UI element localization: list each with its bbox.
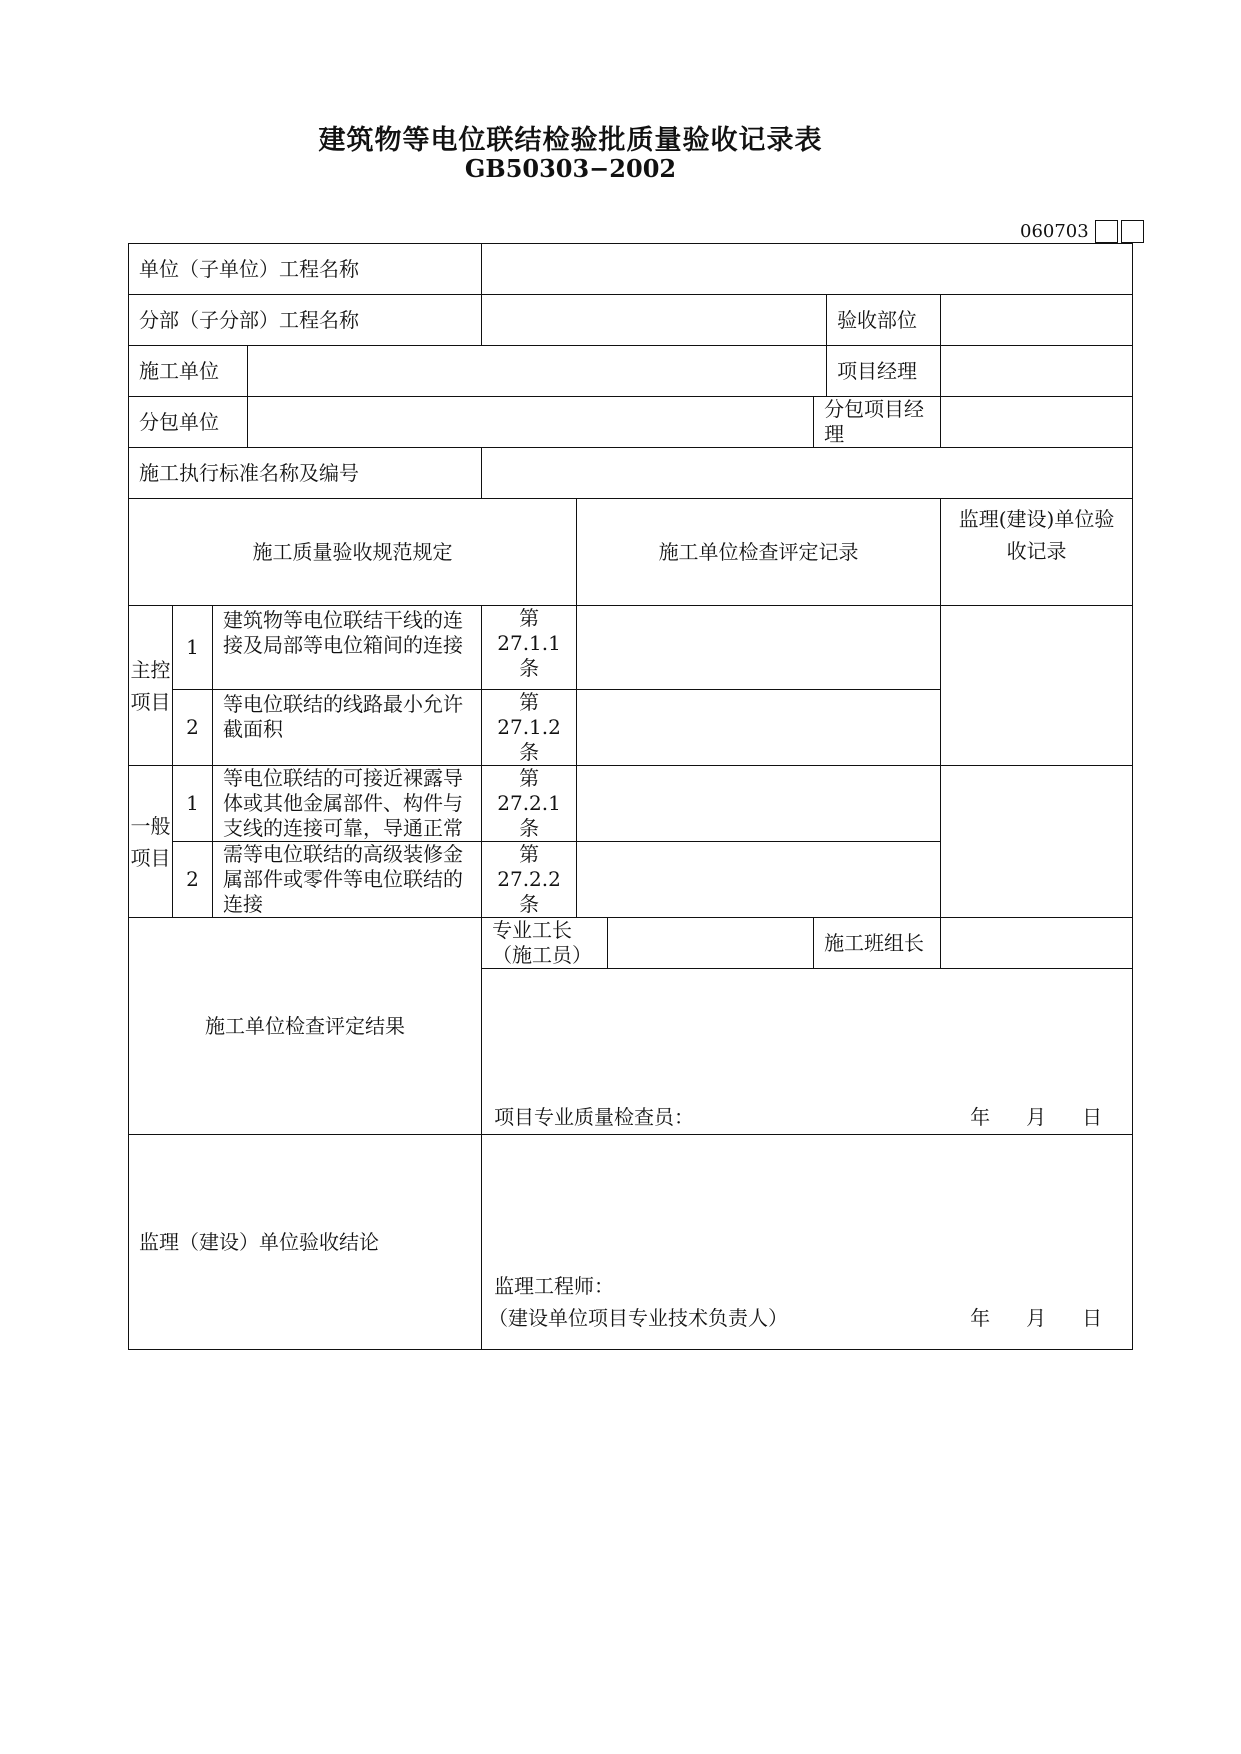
main-item-2-desc: 等电位联结的线路最小允许截面积 (213, 690, 482, 766)
field-acceptance-part[interactable] (941, 295, 1133, 346)
header-spec: 施工质量验收规范规定 (129, 499, 577, 606)
main-item-1-no: 1 (173, 606, 213, 690)
label-standard-name: 施工执行标准名称及编号 (129, 448, 482, 499)
main-item-row-1 (129, 606, 1133, 690)
field-team-leader[interactable] (941, 918, 1133, 969)
row-sub-project (129, 295, 1133, 346)
result-date-month: 月 (1026, 1105, 1047, 1129)
label-subcontract-unit: 分包单位 (129, 397, 248, 448)
result-signature-area[interactable] (482, 969, 1133, 1135)
label-supervision-conclusion: 监理（建设）单位验收结论 (129, 1135, 482, 1350)
general-item-1-no: 1 (173, 766, 213, 842)
main-item-1-clause: 第 27.1.1 条 (482, 606, 577, 690)
general-item-1-record[interactable] (577, 766, 941, 842)
main-items-supervision[interactable] (941, 606, 1133, 766)
general-item-2-desc: 需等电位联结的高级装修金属部件或零件等电位联结的连接 (213, 842, 482, 918)
header-supervision-record: 监理(建设)单位验收记录 (941, 499, 1133, 606)
section-general-items: 一般项目 (129, 766, 173, 918)
field-standard-name[interactable] (482, 448, 1133, 499)
row-unit-project (129, 244, 1133, 295)
label-sub-project-name: 分部（子分部）工程名称 (129, 295, 482, 346)
conclusion-row (129, 1135, 1133, 1350)
result-date-day: 日 (1082, 1105, 1103, 1129)
conclusion-date-day: 日 (1082, 1306, 1103, 1330)
field-sub-project-name[interactable] (482, 295, 827, 346)
form-code-box-1[interactable] (1095, 220, 1118, 243)
inspection-form-table (128, 243, 1133, 1350)
field-subcontract-manager[interactable] (941, 397, 1133, 448)
main-item-2-record[interactable] (577, 690, 941, 766)
general-item-2-no: 2 (173, 842, 213, 918)
label-subcontract-manager: 分包项目经理 (814, 397, 941, 448)
label-client-technical-lead: （建设单位项目专业技术负责人） (488, 1306, 789, 1330)
form-code-box-2[interactable] (1121, 220, 1144, 243)
field-subcontract-unit[interactable] (248, 397, 814, 448)
main-item-1-record[interactable] (577, 606, 941, 690)
general-item-2-record[interactable] (577, 842, 941, 918)
standard-code: GB50303−2002 (464, 154, 677, 183)
label-project-manager: 项目经理 (827, 346, 941, 397)
field-project-manager[interactable] (941, 346, 1133, 397)
result-signers-row (129, 918, 1133, 969)
label-team-leader: 施工班组长 (814, 918, 941, 969)
form-code (1020, 219, 1144, 244)
conclusion-date-year: 年 (970, 1306, 991, 1330)
general-item-2-clause: 第 27.2.2 条 (482, 842, 577, 918)
field-foreman[interactable] (608, 918, 814, 969)
result-date (934, 1105, 1102, 1130)
general-item-row-1 (129, 766, 1133, 842)
conclusion-signature-area[interactable] (482, 1135, 1133, 1350)
conclusion-date (934, 1306, 1102, 1331)
row-subcontract-unit (129, 397, 1133, 448)
label-acceptance-part: 验收部位 (827, 295, 941, 346)
label-construction-result: 施工单位检查评定结果 (129, 918, 482, 1135)
main-item-1-desc: 建筑物等电位联结干线的连接及局部等电位箱间的连接 (213, 606, 482, 690)
general-item-1-desc: 等电位联结的可接近裸露导体或其他金属部件、构件与支线的连接可靠，导通正常 (213, 766, 482, 842)
form-title: 建筑物等电位联结检验批质量验收记录表 (318, 125, 823, 156)
result-date-year: 年 (970, 1105, 991, 1129)
general-items-supervision[interactable] (941, 766, 1133, 918)
label-foreman: 专业工长（施工员） (482, 918, 608, 969)
field-unit-project-name[interactable] (482, 244, 1133, 295)
general-item-1-clause: 第 27.2.1 条 (482, 766, 577, 842)
label-construction-unit: 施工单位 (129, 346, 248, 397)
conclusion-date-month: 月 (1026, 1306, 1047, 1330)
section-main-items: 主控项目 (129, 606, 173, 766)
main-item-2-clause: 第 27.1.2 条 (482, 690, 577, 766)
main-item-2-no: 2 (173, 690, 213, 766)
form-code-number: 060703 (1020, 221, 1089, 242)
row-standard-name (129, 448, 1133, 499)
header-construction-record: 施工单位检查评定记录 (577, 499, 941, 606)
label-unit-project-name: 单位（子单位）工程名称 (129, 244, 482, 295)
label-quality-inspector: 项目专业质量检查员： (494, 1105, 695, 1129)
field-construction-unit[interactable] (248, 346, 827, 397)
row-construction-unit (129, 346, 1133, 397)
row-header (129, 499, 1133, 606)
label-supervision-engineer: 监理工程师： (494, 1274, 615, 1298)
